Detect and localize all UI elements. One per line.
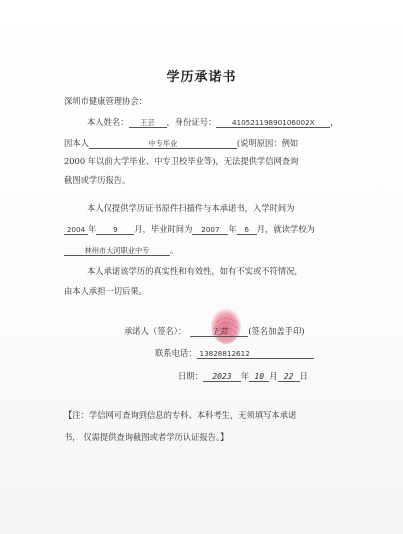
school-field: 林州市大河职业中专 xyxy=(64,246,170,256)
grad-month-field: 6 xyxy=(237,225,257,235)
promise2-line-2: 由本人承担一切后果。 xyxy=(64,286,147,296)
entry-year-field: 2004 xyxy=(64,225,88,235)
id-number-field: 41052119890106002X xyxy=(216,118,330,128)
date-month-field: 10 xyxy=(249,372,269,382)
period: 。 xyxy=(170,245,179,255)
reason-line xyxy=(0,138,403,149)
name-label: 本人姓名： xyxy=(87,117,129,127)
date-month-unit: 月 xyxy=(269,371,278,381)
signature-line xyxy=(0,326,403,337)
name-id-line xyxy=(0,117,403,128)
promise-line-1: 本人仅提供学历证书原件扫描件与本承诺书，入学时间为 xyxy=(87,203,295,213)
dates-line xyxy=(0,224,403,235)
salutation: 深圳市健康管理协会： xyxy=(64,96,147,106)
entry-month-field: 9 xyxy=(96,225,134,235)
date-line xyxy=(0,371,403,382)
date-year-field: 2023 xyxy=(203,372,241,382)
reason-line-3: 截图或学历报告。 xyxy=(64,175,131,185)
school-line xyxy=(0,245,403,256)
promise2-line-1: 本人承诺该学历的真实性和有效性，如有不实或不符情况， xyxy=(87,266,303,276)
year-label-2: 年 xyxy=(228,224,237,234)
due-label: 因本人 xyxy=(64,138,89,148)
sign-note: (签名加盖手印) xyxy=(248,326,305,336)
date-year-unit: 年 xyxy=(240,371,250,381)
date-day-field: 22 xyxy=(278,372,300,382)
month-label-2: 月，就读学校为 xyxy=(256,224,315,234)
id-label: ，身份证号： xyxy=(166,117,217,127)
note-line-1: 【注：学信网可查询到信息的专科、本科考生，无须填写本承诺 xyxy=(64,410,297,420)
document-title: 学历承诺书 xyxy=(166,70,237,85)
reason-field: 中专毕业 xyxy=(89,139,237,149)
signature-field: 王芸 xyxy=(190,327,248,337)
name-field: 王芸 xyxy=(129,118,167,128)
date-day-unit: 日 xyxy=(299,371,308,381)
reason-text: (说明原因：例如 xyxy=(236,138,299,148)
month-label: 月，毕业时间为 xyxy=(134,224,193,234)
fingerprint-stamp xyxy=(208,305,244,345)
date-label: 日期： xyxy=(178,371,203,381)
phone-label: 联系电话： xyxy=(155,348,197,358)
note-line-2: 书， 仅需提供查询截图或者学历认证报告。】 xyxy=(64,432,229,442)
phone-line xyxy=(0,348,403,359)
reason-line-2: 2000 年以前大学毕业、中专卫校毕业等)，无法提供学信网查询 xyxy=(64,156,299,166)
phone-field: 13828812612 xyxy=(197,349,314,359)
grad-year-field: 2007 xyxy=(192,225,228,235)
comma: ， xyxy=(330,117,339,127)
sign-label: 承诺人（签名）： xyxy=(124,326,187,336)
year-label: 年 xyxy=(88,224,97,234)
